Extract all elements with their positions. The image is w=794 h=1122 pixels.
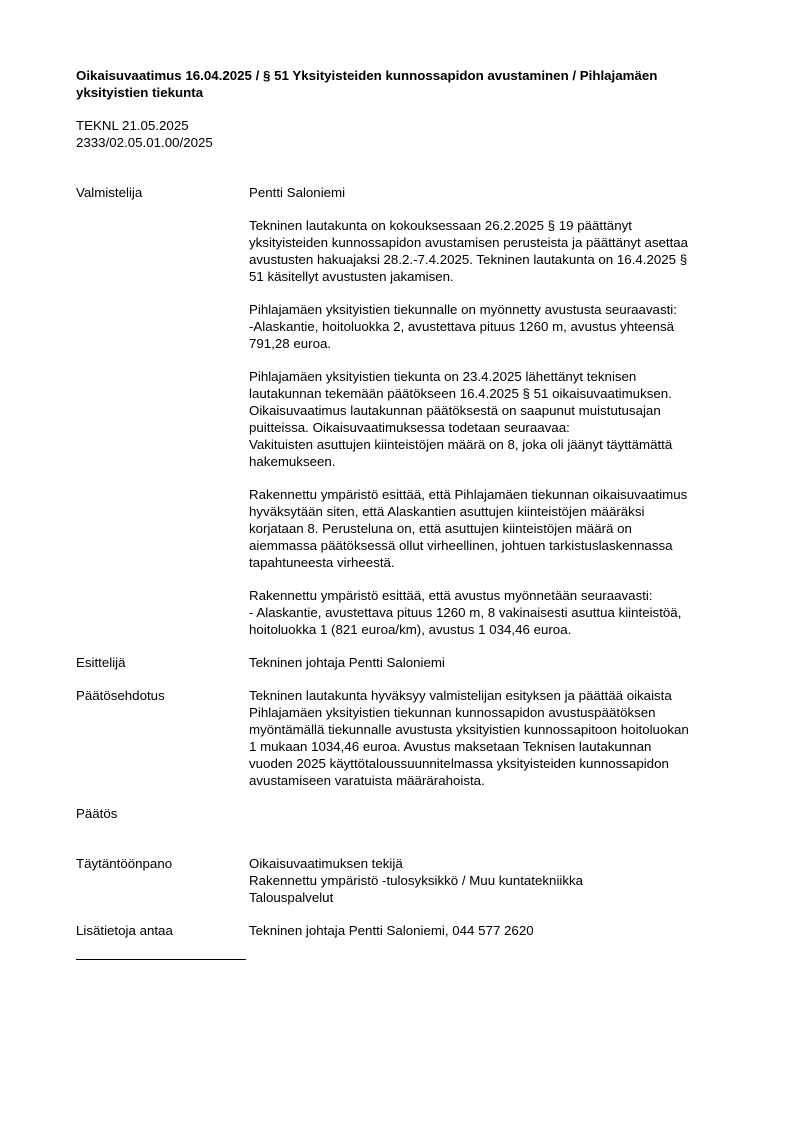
- text-line: Tekninen lautakunta hyväksyy valmistelijan esityksen ja päättää oikaista: [249, 688, 672, 703]
- text-line: aiemmassa päätöksessä ollut virheellinen, johtuen tarkistuslaskennassa: [249, 538, 673, 553]
- text-line: - Alaskantie, avustettava pituus 1260 m, 8 vakinaisesti asuttua kiinteistöä,: [249, 605, 682, 620]
- text-line: avustamiseen varatuista määrärahoista.: [249, 773, 485, 788]
- section-content: [249, 184, 736, 638]
- committee-date: TEKNL 21.05.2025: [76, 118, 189, 133]
- title-line: Oikaisuvaatimus 16.04.2025 / § 51 Yksityisteiden kunnossapidon avustaminen / Pihlajamäen: [76, 68, 658, 83]
- text-line: myöntämällä tiekunnalle avustusta yksityistien kunnossapitoon hoitoluokan: [249, 722, 689, 737]
- text-line: avustusten hakuajaksi 28.2.-7.4.2025. Tekninen lautakunta on 16.4.2025 §: [249, 252, 688, 267]
- section-label: Esittelijä: [76, 655, 126, 670]
- text-line: Pihlajamäen yksityistien tiekunta on 23.4.2025 lähettänyt teknisen: [249, 369, 637, 384]
- decision-proposal: [249, 687, 736, 789]
- footer-rule: [76, 959, 246, 960]
- text-line: Rakennettu ympäristö -tulosyksikkö / Muu kuntatekniikka: [249, 873, 584, 888]
- section-label: Täytäntöönpano: [76, 856, 173, 871]
- preparer-name: Pentti Saloniemi: [249, 185, 346, 200]
- paragraph: [249, 368, 736, 470]
- text-line: Oikaisuvaatimus lautakunnan päätöksestä on saapunut muistutusajan: [249, 403, 661, 418]
- text-line: hakemukseen.: [249, 454, 336, 469]
- section-label: Valmistelija: [76, 185, 143, 200]
- text-line: vuoden 2025 käyttötaloussuunnitelmassa yksityisteiden kunnossapidon: [249, 756, 669, 771]
- section-esittelija: [76, 654, 736, 671]
- text-line: hoitoluokka 1 (821 euroa/km), avustus 1 034,46 euroa.: [249, 622, 572, 637]
- text-line: yksityisteiden kunnossapidon avustamisen perusteista ja päättänyt asettaa: [249, 235, 689, 250]
- record-number: 2333/02.05.01.00/2025: [76, 135, 213, 150]
- section-paatos: [76, 805, 736, 822]
- document-page: [76, 67, 736, 939]
- section-paatosehdotus: [76, 687, 736, 789]
- decision: [249, 805, 736, 822]
- text-line: korjataan 8. Perusteluna on, että asuttujen kiinteistöjen määrä on: [249, 521, 632, 536]
- section-taytantoonpano: [76, 855, 736, 906]
- text-line: lautakunnan tekemään päätökseen 16.4.2025 § 51 oikaisuvaatimuksen.: [249, 386, 672, 401]
- text-line: Pihlajamäen yksityistien tiekunnan kunnossapidon avustuspäätöksen: [249, 705, 656, 720]
- contact-info: Tekninen johtaja Pentti Saloniemi, 044 577 2620: [249, 923, 534, 938]
- text-line: Tekninen lautakunta on kokouksessaan 26.2.2025 § 19 päättänyt: [249, 218, 632, 233]
- paragraph: [249, 587, 736, 638]
- paragraph: [249, 217, 736, 285]
- text-line: Rakennettu ympäristö esittää, että avustus myönnetään seuraavasti:: [249, 588, 653, 603]
- section-lisatietoja: [76, 922, 736, 939]
- text-line: Oikaisuvaatimuksen tekijä: [249, 856, 403, 871]
- text-line: tapahtuneesta virheestä.: [249, 555, 395, 570]
- section-label: Päätös: [76, 806, 118, 821]
- text-line: Talouspalvelut: [249, 890, 334, 905]
- section-valmistelija: [76, 184, 736, 638]
- paragraph: [249, 301, 736, 352]
- paragraph: [249, 486, 736, 571]
- text-line: hyväksytään siten, että Alaskantien asuttujen kiinteistöjen määräksi: [249, 504, 645, 519]
- section-label: Päätösehdotus: [76, 688, 165, 703]
- section-label: Lisätietoja antaa: [76, 923, 173, 938]
- document-meta: [76, 117, 736, 151]
- text-line: 791,28 euroa.: [249, 336, 332, 351]
- presenter: Tekninen johtaja Pentti Saloniemi: [249, 655, 445, 670]
- text-line: 51 käsitellyt avustusten jakamisen.: [249, 269, 454, 284]
- text-line: -Alaskantie, hoitoluokka 2, avustettava pituus 1260 m, avustus yhteensä: [249, 319, 675, 334]
- text-line: 1 mukaan 1034,46 euroa. Avustus maksetaan Teknisen lautakunnan: [249, 739, 652, 754]
- text-line: Pihlajamäen yksityistien tiekunnalle on myönnetty avustusta seuraavasti:: [249, 302, 677, 317]
- implementation: [249, 855, 736, 906]
- text-line: Rakennettu ympäristö esittää, että Pihlajamäen tiekunnan oikaisuvaatimus: [249, 487, 688, 502]
- text-line: puitteissa. Oikaisuvaatimuksessa todetaan seuraavaa:: [249, 420, 570, 435]
- document-title: [76, 67, 736, 101]
- text-line: Vakituisten asuttujen kiinteistöjen määrä on 8, joka oli jäänyt täyttämättä: [249, 437, 673, 452]
- title-line: yksityistien tiekunta: [76, 85, 204, 100]
